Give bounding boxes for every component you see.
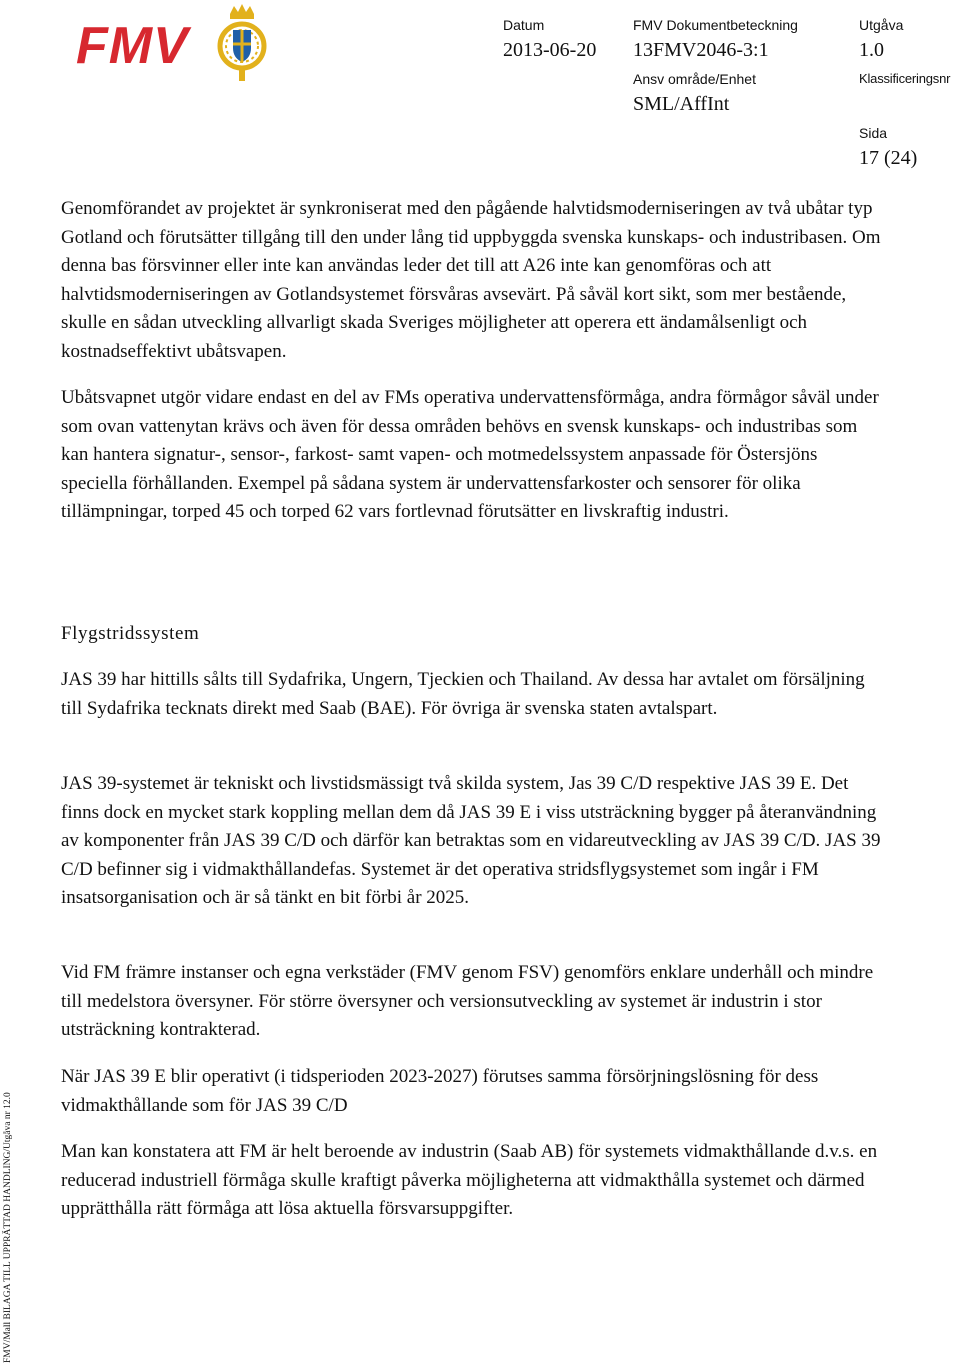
template-footer-note: FMV/Mall BILAGA TILL UPPRÄTTAD HANDLING/Utgåva nr 12.0 <box>3 1092 13 1363</box>
docid-value: 13FMV2046-3:1 <box>633 39 769 61</box>
docid-label: FMV Dokumentbeteckning <box>633 17 798 33</box>
paragraph-submarine-project: Genomförandet av projektet är synkroniserat med den pågående halvtidsmoderniseringen av två ubåtar typ Gotland och förutsätter tillgång till den under lång tid uppbyggda svenska kunskaps- och industribasen. Om denna bas försvinner eller inte kan användas leder det till att A26 inte kan genomföras och att halvtidsmoderniseringen av Gotlandsystemet försvåras avsevärt. På såväl kort sikt, som mer bestående, skulle en sådan utveckling allvarligt skada Sveriges möjligheter att operera ett ändamålsenligt och kostnadseffektivt ubåtsvapen. <box>61 198 881 362</box>
paragraph-underwater-capability: Ubåtsvapnet utgör vidare endast en del av FMs operativa undervattensförmåga, andra förmågor såväl under som ovan vattenytan krävs och även för dessa områden behövs en svensk kunskaps- och industribas som kan hantera signatur-, sensor-, farkost- samt vapen- och motmedelssystem anpassade för Östersjöns speciella förhållanden. Exempel på sådana system är undervattensfarkoster och sensorer för olika tillämpningar, torped 45 och torped 62 vars fortlevnad förutsätter en livskraftig industri. <box>61 387 879 523</box>
date-label: Datum <box>503 17 545 33</box>
classification-label: Klassificeringsnr <box>859 71 951 86</box>
edition-label: Utgåva <box>859 17 904 33</box>
paragraph-industry-dependency: Man kan konstatera att FM är helt beroende av industrin (Saab AB) för systemets vidmakthållande d.v.s. en reducerad industriell förmåga skulle kraftigt påverka möjligheterna att vidmakthålla systemet och därmed upprätthålla rätt förmåga att lösa aktuella försvarsuppgifter. <box>61 1141 878 1220</box>
page-label: Sida <box>859 125 888 141</box>
paragraph-maintenance: Vid FM främre instanser och egna verkstäder (FMV genom FSV) genomförs enklare underhåll och mindre till medelstora översyner. För större översyner och versionsutveckling av systemet är industrin i stor utsträckning kontrakterad. <box>61 962 874 1041</box>
section-heading-flygstridssystem: Flygstridssystem <box>61 623 200 644</box>
unit-label: Ansv område/Enhet <box>633 71 756 87</box>
fmv-logo <box>76 4 272 84</box>
date-value: 2013-06-20 <box>503 39 597 61</box>
fmv-logo-graphic <box>76 4 272 84</box>
crown-emblem-icon <box>220 4 264 81</box>
paragraph-jas-sales: JAS 39 har hittills sålts till Sydafrika, Ungern, Tjeckien och Thailand. Av dessa har avtalet om försäljning till Sydafrika tecknats direkt med Saab (BAE). För övriga är svenska staten avtalspart. <box>61 669 865 719</box>
page-number: 17 (24) <box>859 147 918 169</box>
paragraph-jas-systems: JAS 39-systemet är tekniskt och livstidsmässigt två skilda system, Jas 39 C/D respektive JAS 39 E. Det finns dock en mycket stark koppling mellan dem då JAS 39 E i viss utsträckning bygger på återanvändning av komponenter från JAS 39 C/D och därför kan betraktas som en vidareutveckling av JAS 39 C/D. JAS 39 C/D befinner sig i vidmakthållandefas. Systemet är det operativa stridsflygsystemet som ingår i FM insatsorganisation och är så tänkt en bit förbi år 2025. <box>61 773 881 909</box>
paragraph-jas-e-operational: När JAS 39 E blir operativt (i tidsperioden 2023-2027) förutses samma försörjningslösning för dess vidmakthållande som för JAS 39 C/D <box>61 1066 819 1116</box>
unit-value: SML/AffInt <box>633 93 730 115</box>
edition-value: 1.0 <box>859 39 884 61</box>
logo-wordmark: FMV <box>76 17 189 75</box>
